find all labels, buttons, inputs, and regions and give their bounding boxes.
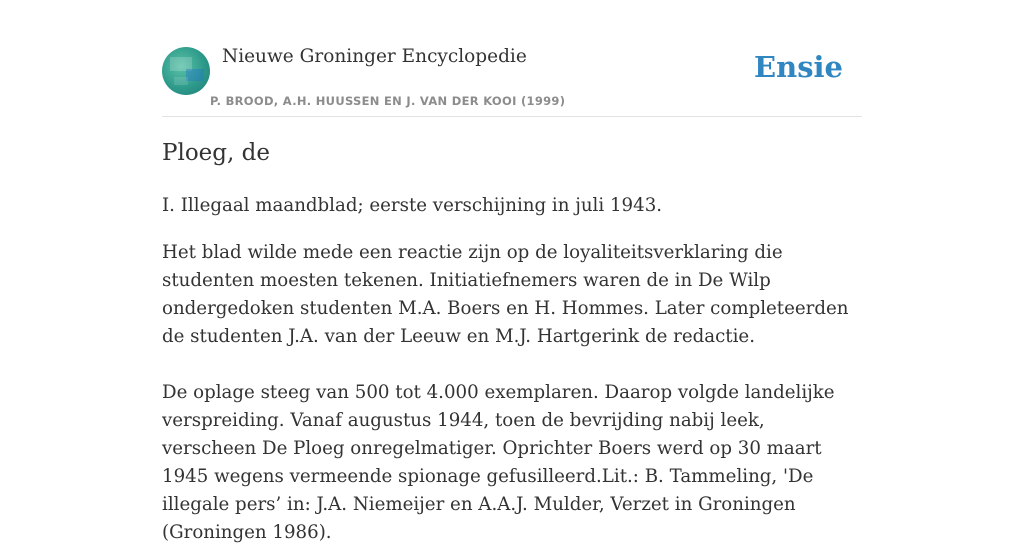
book-authors: P. BROOD, A.H. HUUSSEN EN J. VAN DER KOOI (1999) [210,94,566,108]
entry-content [162,192,862,547]
entry-paragraph: Het blad wilde mede een reactie zijn op de loyaliteitsverklaring die studenten moesten tekenen. Initiatiefnemers waren de in De Wilp ondergedoken studenten M.A. Boers en H. Hommes. Later completeerden de studenten J.A. van der Leeuw en M.J. Hartgerink de redactie. [162,242,849,347]
entry-paragraph: De oplage steeg van 500 tot 4.000 exemplaren. Daarop volgde landelijke verspreiding. Vanaf augustus 1944, toen de bevrijding nabij leek, verscheen De Ploeg onregelmatiger. Oprichter Boers werd op 30 maart 1945 wegens vermeende spionage gefusilleerd.Lit.: B. Tammeling, 'De illegale pers’ in: J.A. Niemeijer en A.A.J. Mulder, Verzet in Groningen (Groningen 1986). [162,382,835,543]
source-header [162,44,862,117]
ensie-logo[interactable]: Ensie [754,50,843,84]
entry-paragraph: I. Illegaal maandblad; eerste verschijning in juli 1943. [162,195,663,216]
book-title-link[interactable]: Nieuwe Groninger Encyclopedie [222,46,527,67]
entry-title: Ploeg, de [162,140,270,166]
book-cover-icon[interactable] [162,47,210,95]
